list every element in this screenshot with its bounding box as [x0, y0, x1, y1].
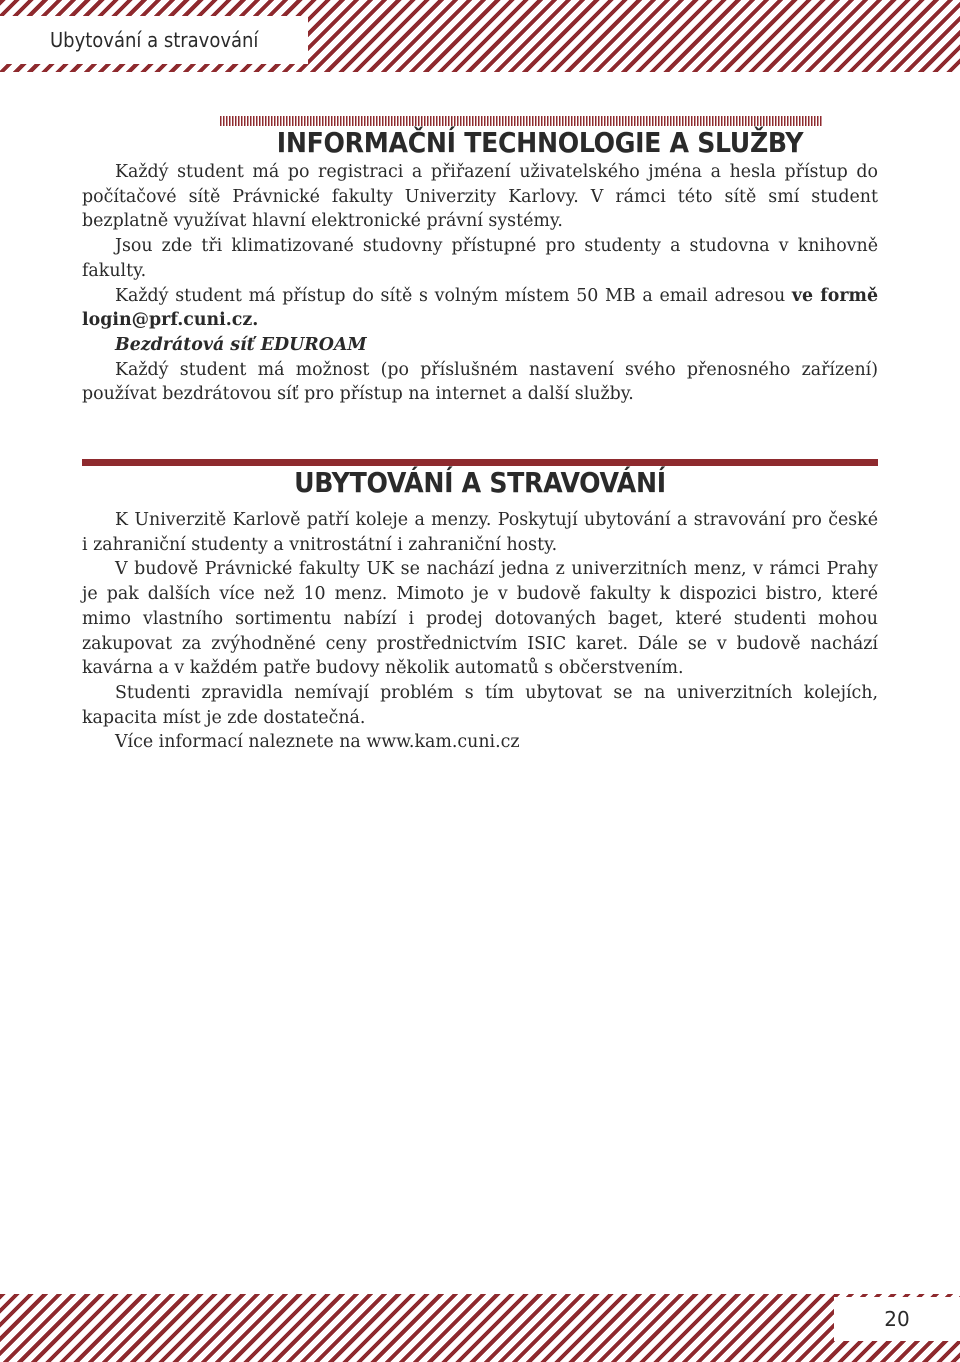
accommodation-section-heading: UBYTOVÁNÍ A STRAVOVÁNÍ	[294, 466, 666, 499]
it-paragraph-3	[82, 284, 878, 333]
it-paragraph-4: Každý student má možnost (po příslušném nastavení svého přenosného zařízení) používat bezdrátovou síť pro přístup na internet a další služby.	[82, 359, 878, 405]
it-paragraph-2: Jsou zde tři klimatizované studovny přístupné pro studenty a studovna v knihovně fakulty.	[82, 236, 878, 281]
footer-hatch-band	[0, 1294, 960, 1362]
it-paragraph-1: Každý student má po registraci a přiřazení uživatelského jména a hesla přístup do počítačové sítě Právnické fakulty Univerzity Karlovy. V rámci této sítě smí student bezplatně využívat hlavní elektronické právní systémy.	[82, 162, 878, 232]
it-section-body	[82, 160, 878, 407]
section-divider-rule	[82, 459, 878, 466]
eduroam-heading: Bezdrátová síť EDUROAM	[115, 334, 367, 355]
running-header: Ubytování a stravování	[0, 16, 308, 64]
email-format: ve formě login@prf.cuni.cz.	[82, 285, 879, 331]
section-divider-ticks	[220, 116, 822, 126]
it-paragraph-3-text: Každý student má přístup do sítě s volným místem 50 MB a email adresou	[115, 285, 786, 306]
accommodation-paragraph-3: Studenti zpravidla nemívají problém s tím ubytovat se na univerzitních kolejích, kapacita míst je zde dostatečná.	[82, 682, 878, 728]
accommodation-paragraph-4: Více informací naleznete na www.kam.cuni.cz	[115, 732, 520, 753]
accommodation-paragraph-2: V budově Právnické fakulty UK se nachází jedna z univerzitních menz, v rámci Prahy je pak dalších více než 10 menz. Mimoto je v budově fakulty k dispozici bistro, které mimo vlastního sortimentu nabízí i prodej dotovaných baget, které studenti mohou zakupovat za zvýhodněné ceny prostřednictvím ISIC karet. Dále se v budově nachází kavárna a v každém patře budovy několik automatů s občerstvením.	[82, 559, 878, 679]
accommodation-paragraph-1: K Univerzitě Karlově patří koleje a menzy. Poskytují ubytování a stravování pro české i zahraniční studenty a vnitrostátní i zahraniční hosty.	[82, 510, 878, 555]
it-section-heading: INFORMAČNÍ TECHNOLOGIE A SLUŽBY	[276, 126, 804, 159]
page-number: 20	[834, 1297, 960, 1341]
accommodation-section-body	[82, 508, 878, 755]
